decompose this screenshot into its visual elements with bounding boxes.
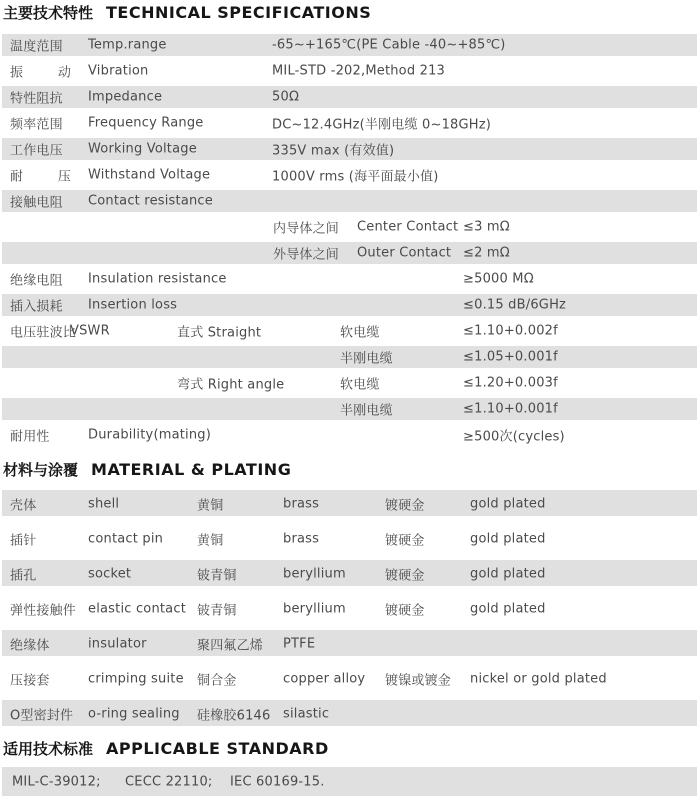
section-title-technical-specifications — [3, 2, 371, 24]
spec-connector-type: 直式 Straight — [177, 325, 262, 341]
spec-label-cn: 频率范围 — [10, 117, 63, 133]
material-title-cn: 材料与涂覆 — [3, 461, 79, 479]
material-title-en: MATERIAL & PLATING — [91, 460, 292, 479]
spec-value: ≥500次(cycles) — [463, 429, 565, 445]
spec-value: ≤3 mΩ — [463, 219, 510, 235]
spec-value: ≥5000 MΩ — [463, 271, 534, 287]
material-row-socket — [0, 556, 700, 591]
spec-label-en: Withstand Voltage — [88, 167, 211, 183]
spec-label-cn: 耐 压 — [10, 169, 72, 185]
material-en: beryllium — [283, 601, 346, 616]
plating-cn: 镀硬金 — [385, 498, 425, 513]
plating-en: gold plated — [470, 531, 546, 546]
part-name-cn: O型密封件 — [10, 708, 74, 723]
material-cn: 铜合金 — [197, 673, 237, 688]
spec-row-vswr-rightangle-flexible — [0, 370, 700, 396]
spec-label-en: Working Voltage — [88, 141, 197, 157]
material-row-crimping-suite — [0, 661, 700, 696]
material-cn: 黄铜 — [197, 498, 224, 513]
material-en: silastic — [283, 706, 330, 721]
spec-label-en: Durability(mating) — [88, 427, 212, 443]
spec-label-en: Frequency Range — [88, 115, 204, 131]
material-row-elastic-contact — [0, 591, 700, 626]
part-name-en: insulator — [88, 636, 147, 651]
standards-row — [2, 767, 697, 796]
spec-value: 335V max (有效值) — [272, 143, 395, 159]
spec-value: ≤1.20+0.003f — [463, 375, 558, 391]
spec-cable-type: 半刚电缆 — [340, 351, 393, 367]
plating-en: gold plated — [470, 566, 546, 581]
part-name-cn: 壳体 — [10, 498, 37, 513]
spec-label-cn: 耐用性 — [10, 429, 50, 445]
part-name-en: shell — [88, 496, 120, 511]
material-row-shell — [0, 486, 700, 521]
spec-row-vswr-straight-semirigid — [0, 344, 700, 370]
spec-label-cn: 特性阻抗 — [10, 91, 63, 107]
plating-en: gold plated — [470, 496, 546, 511]
part-name-en: contact pin — [88, 531, 164, 546]
spec-row-withstand-voltage — [0, 162, 700, 188]
material-row-insulator — [0, 626, 700, 661]
part-name-cn: 插针 — [10, 533, 37, 548]
material-row-contact-pin — [0, 521, 700, 556]
spec-value: ≤0.15 dB/6GHz — [463, 297, 567, 313]
spec-sublabel-cn: 外导体之间 — [273, 247, 340, 263]
spec-value: MIL-STD -202,Method 213 — [272, 63, 446, 79]
spec-label-cn: 振 动 — [10, 65, 72, 81]
material-cn: 硅橡胶6146 — [197, 708, 271, 723]
plating-en: nickel or gold plated — [470, 671, 607, 686]
part-name-en: socket — [88, 566, 132, 581]
material-en: PTFE — [283, 636, 316, 651]
spec-label-en: Temp.range — [88, 37, 167, 53]
part-name-en: elastic contact — [88, 601, 186, 616]
spec-label-en: Contact resistance — [88, 193, 213, 209]
spec-value: DC~12.4GHz(半刚电缆 0~18GHz) — [272, 117, 492, 133]
spec-label-cn: 工作电压 — [10, 143, 63, 159]
part-name-cn: 插孔 — [10, 568, 37, 583]
part-name-cn: 弹性接触件 — [10, 603, 77, 618]
spec-cable-type: 半刚电缆 — [340, 403, 393, 419]
specs-title-en: TECHNICAL SPECIFICATIONS — [106, 3, 372, 22]
spec-row-durability — [0, 422, 700, 448]
section-title-applicable-standard — [3, 738, 329, 760]
material-cn: 铍青铜 — [197, 603, 237, 618]
spec-value: ≤1.10+0.002f — [463, 323, 558, 339]
spec-label-cn: 电压驻波比 — [10, 325, 77, 341]
part-name-cn: 绝缘体 — [10, 638, 50, 653]
spec-row-impedance — [0, 84, 700, 110]
plating-cn: 镀硬金 — [385, 603, 425, 618]
specs-table — [0, 32, 700, 448]
part-name-en: o-ring sealing — [88, 706, 180, 721]
spec-value: -65~+165℃(PE Cable -40~+85℃) — [272, 37, 506, 53]
material-row-oring-sealing — [0, 696, 700, 731]
spec-row-contact-resistance — [0, 188, 700, 214]
plating-cn: 镀镍或镀金 — [385, 673, 452, 688]
material-en: beryllium — [283, 566, 346, 581]
spec-row-outer-contact — [0, 240, 700, 266]
spec-sublabel-cn: 内导体之间 — [273, 221, 340, 237]
spec-row-center-contact — [0, 214, 700, 240]
section-title-material-plating — [3, 459, 291, 481]
material-cn: 黄铜 — [197, 533, 224, 548]
spec-label-en: Insertion loss — [88, 297, 178, 313]
standard-item: IEC 60169-15. — [230, 774, 325, 789]
part-name-cn: 压接套 — [10, 673, 50, 688]
spec-cable-type: 软电缆 — [340, 325, 380, 341]
material-table — [0, 486, 700, 731]
spec-value: ≤1.05+0.001f — [463, 349, 558, 365]
part-name-en: crimping suite — [88, 671, 184, 686]
material-en: brass — [283, 496, 320, 511]
spec-value: 1000V rms (海平面最小值) — [272, 169, 439, 185]
spec-sublabel-en: Center Contact — [357, 219, 459, 235]
spec-row-frequency-range — [0, 110, 700, 136]
standard-title-en: APPLICABLE STANDARD — [106, 739, 329, 758]
plating-cn: 镀硬金 — [385, 533, 425, 548]
standard-title-cn: 适用技术标准 — [3, 740, 94, 758]
spec-row-working-voltage — [0, 136, 700, 162]
spec-label-cn: 插入损耗 — [10, 299, 63, 315]
spec-label-cn: 温度范围 — [10, 39, 63, 55]
material-cn: 铍青铜 — [197, 568, 237, 583]
spec-label-cn: 接触电阻 — [10, 195, 63, 211]
material-cn: 聚四氟乙烯 — [197, 638, 264, 653]
spec-label-en: VSWR — [70, 323, 110, 339]
spec-value: ≤1.10+0.001f — [463, 401, 558, 417]
plating-en: gold plated — [470, 601, 546, 616]
spec-row-insertion-loss — [0, 292, 700, 318]
spec-row-insulation-resistance — [0, 266, 700, 292]
spec-row-vswr-rightangle-semirigid — [0, 396, 700, 422]
spec-label-en: Impedance — [88, 89, 163, 105]
spec-row-vibration — [0, 58, 700, 84]
spec-label-cn: 绝缘电阻 — [10, 273, 63, 289]
spec-value: ≤2 mΩ — [463, 245, 510, 261]
standard-item: MIL-C-39012; — [12, 774, 101, 789]
material-en: brass — [283, 531, 320, 546]
specs-title-cn: 主要技术特性 — [3, 4, 94, 22]
spec-label-en: Insulation resistance — [88, 271, 227, 287]
plating-cn: 镀硬金 — [385, 568, 425, 583]
spec-row-temp-range — [0, 32, 700, 58]
standard-item: CECC 22110; — [125, 774, 213, 789]
spec-sublabel-en: Outer Contact — [357, 245, 452, 261]
spec-value: 50Ω — [272, 89, 300, 105]
spec-cable-type: 软电缆 — [340, 377, 380, 393]
spec-label-en: Vibration — [88, 63, 149, 79]
spec-connector-type: 弯式 Right angle — [177, 377, 285, 393]
spec-row-vswr-straight-flexible — [0, 318, 700, 344]
material-en: copper alloy — [283, 671, 366, 686]
